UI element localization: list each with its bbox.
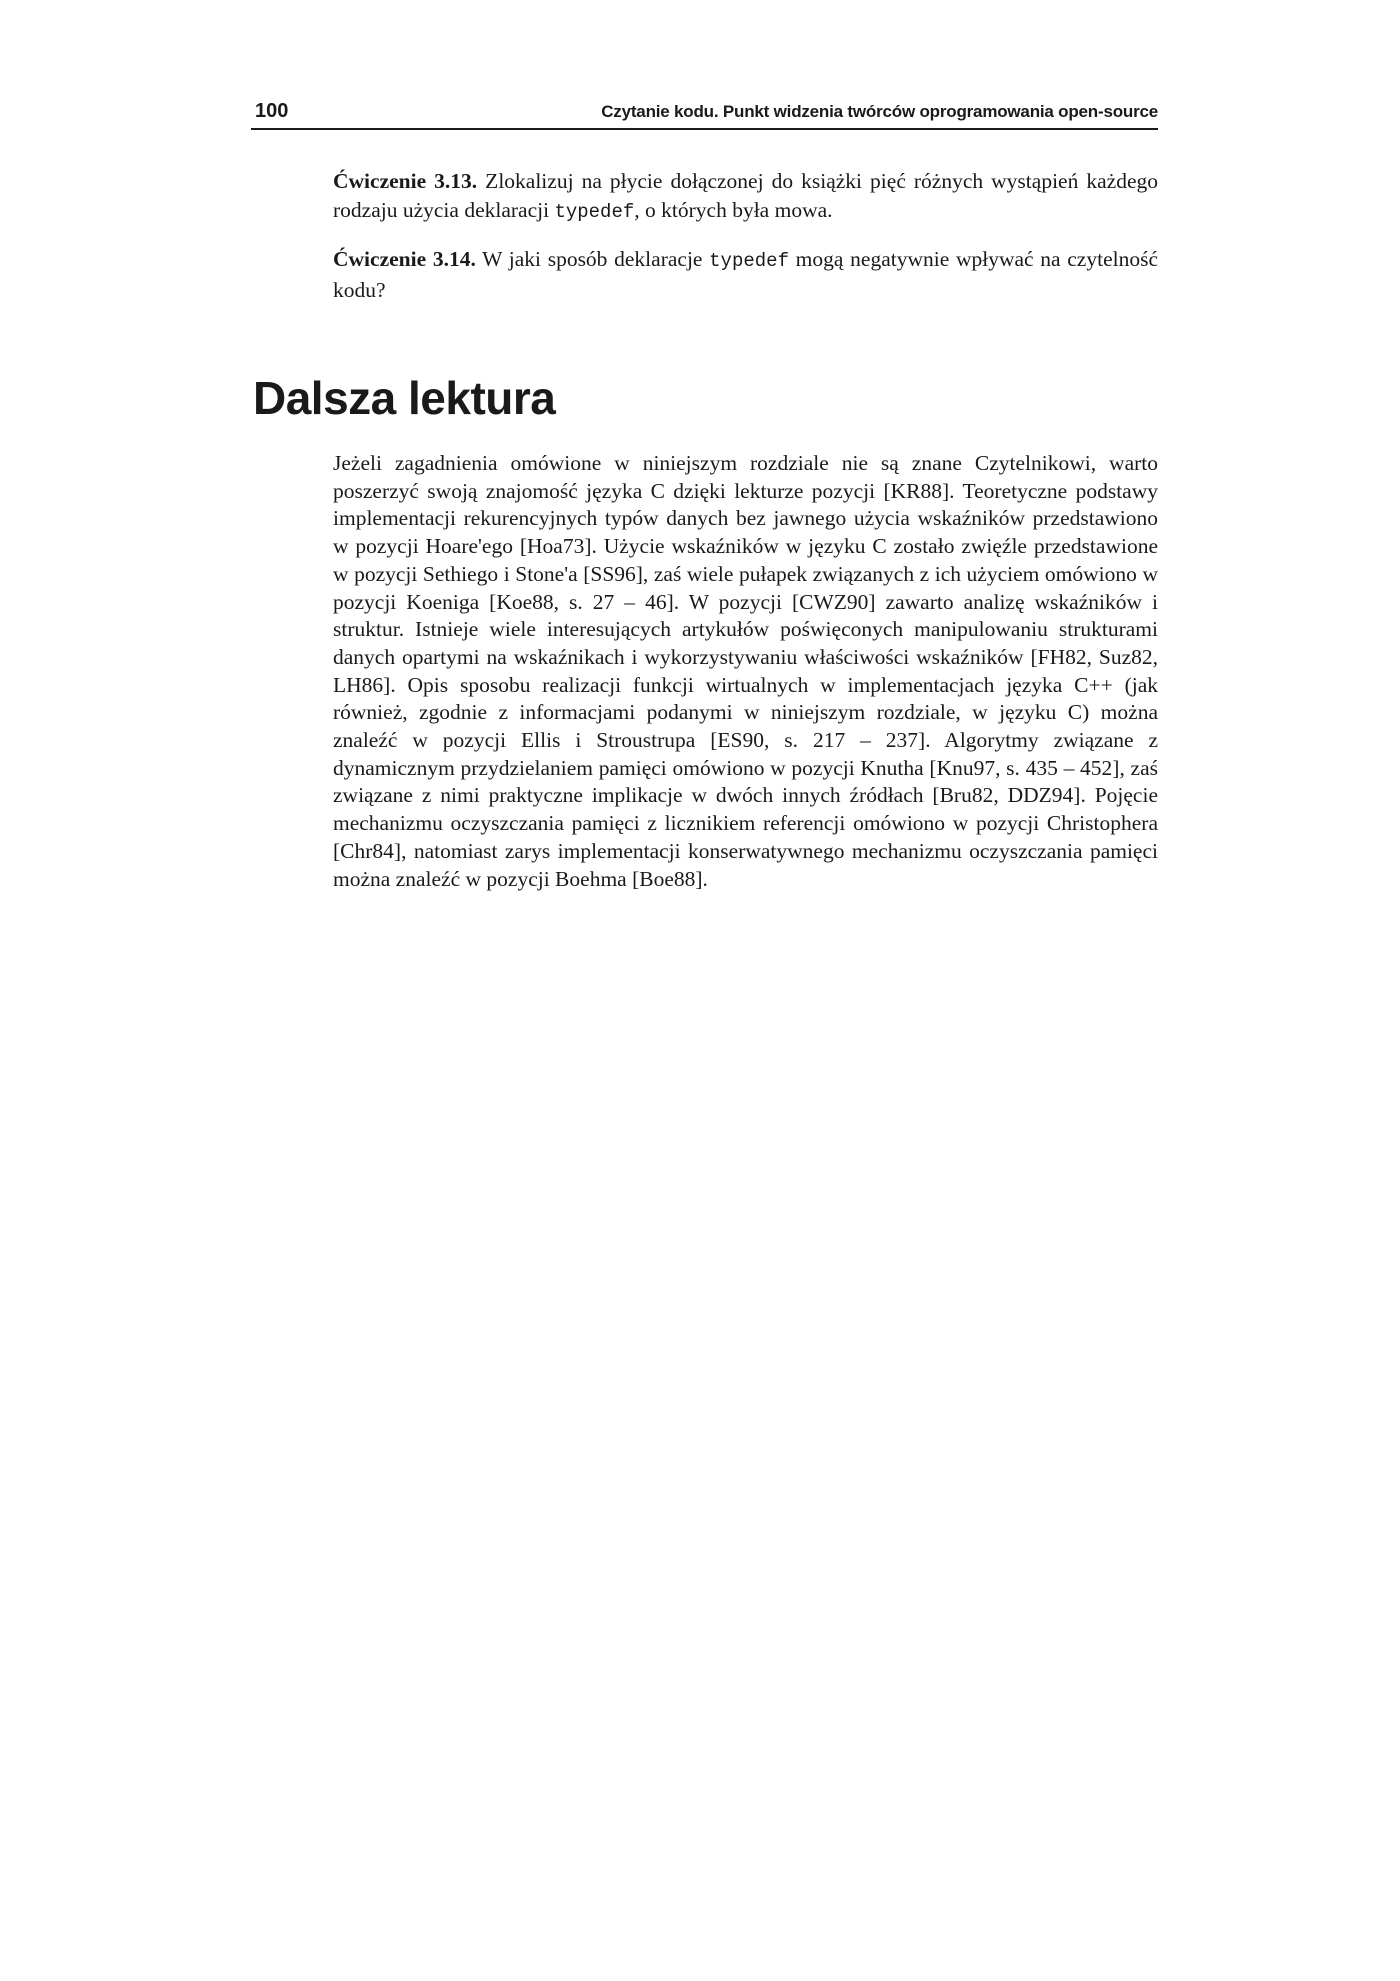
exercise-label: Ćwiczenie 3.14. — [333, 247, 476, 271]
code-keyword: typedef — [709, 250, 789, 272]
exercise-3-13 — [333, 167, 1158, 227]
exercise-3-14 — [333, 245, 1158, 305]
exercise-label: Ćwiczenie 3.13. — [333, 169, 478, 193]
page-header — [251, 98, 1158, 130]
exercise-text-end: mogą negatywnie wpływać na czytelność kodu? — [333, 247, 1158, 302]
further-reading-paragraph: Jeżeli zagadnienia omówione w niniejszym rozdziale nie są znane Czytelnikowi, warto poszerzyć swoją znajomość języka C dzięki lekturze pozycji [KR88]. Teoretyczne podstawy implementacji rekurencyjnych typów danych bez jawnego użycia wskaźników przedstawiono w pozycji Hoare'ego [Hoa73]. Użycie wskaźników w języku C zostało zwięźle przedstawione w pozycji Sethiego i Stone'a [SS96], zaś wiele pułapek związanych z ich użyciem omówiono w pozycji Koeniga [Koe88, s. 27 – 46]. W pozycji [CWZ90] zawarto analizę wskaźników i struktur. Istnieje wiele interesujących artykułów poświęconych manipulowaniu strukturami danych opartymi na wskaźnikach i wykorzystywaniu właściwości wskaźników [FH82, Suz82, LH86]. Opis sposobu realizacji funkcji wirtualnych w implementacjach języka C++ (jak również, zgodnie z informacjami podanymi w niniejszym rozdziale, w języku C) można znaleźć w pozycji Ellis i Stroustrupa [ES90, s. 217 – 237]. Algorytmy związane z dynamicznym przydzielaniem pamięci omówiono w pozycji Knutha [Knu97, s. 435 – 452], zaś związane z nimi praktyczne implikacje w dwóch innych źródłach [Bru82, DDZ94]. Pojęcie mechanizmu oczyszczania pamięci z licznikiem referencji omówiono w pozycji Christophera [Chr84], natomiast zarys implementacji konserwatywnego mechanizmu oczyszczania pamięci można znaleźć w pozycji Boehma [Boe88]. — [333, 451, 1158, 891]
section-heading: Dalsza lektura — [253, 372, 556, 424]
exercise-text: W jaki sposób deklaracje — [475, 247, 710, 271]
exercise-text-end: , o których była mowa. — [634, 198, 833, 222]
exercise-text: Zlokalizuj na płycie dołączonej do książki pięć różnych wystąpień każdego rodzaju użycia deklaracji — [333, 169, 1158, 222]
page-number: 100 — [255, 100, 289, 122]
code-keyword: typedef — [554, 201, 635, 223]
running-title: Czytanie kodu. Punkt widzenia twórców oprogramowania open-source — [601, 102, 1158, 121]
